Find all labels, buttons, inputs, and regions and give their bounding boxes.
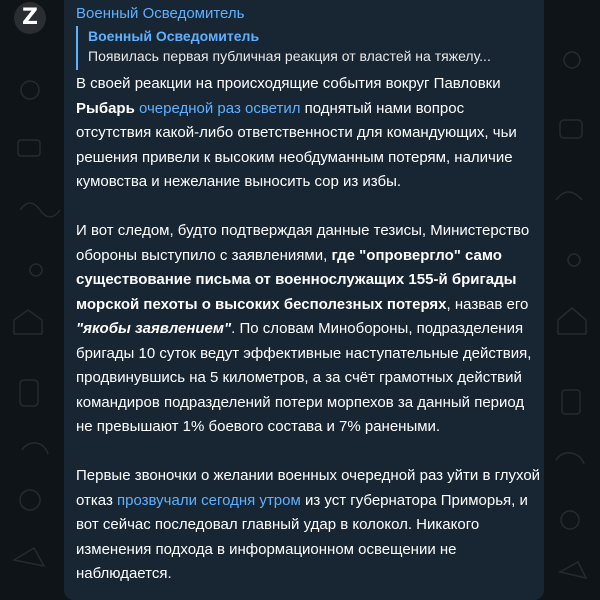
bold-text: где "опровергло" само существование письма от военнослужащих 155-й бригады морской пехоты о высоких бесполезных потерях — [76, 246, 517, 313]
message-bubble — [64, 0, 544, 600]
bold-italic-text: "якобы заявлением" — [76, 320, 232, 337]
sender-name[interactable]: Военный Осведомитель — [76, 5, 245, 22]
text-segment: . По словам Минобороны, подразделения бригады 10 суток ведут эффективные наступательные действия, продвинувшись на 5 километров, а за счёт грамотных действий командиров подразделений потери морпехов за данный период не превышают 1% боевого состава и 7% ранеными. — [76, 320, 532, 435]
avatar-letter: Z — [22, 5, 38, 30]
message-text — [76, 72, 542, 600]
text-segment: из уст губернатора Приморья, и вот сейчас последовал главный удар в колокол. Никакого изменения подхода в информационном освещении не наблюдается. — [76, 491, 528, 582]
reply-text: Появилась первая публичная реакция от властей на тяжелу... — [88, 48, 491, 64]
paragraph-2 — [76, 219, 542, 440]
message-link[interactable]: прозвучали сегодня утром — [117, 491, 301, 509]
text-segment: , назвав его — [446, 295, 529, 313]
text-segment: И вот следом, будто подтверждая данные тезисы, Министерство обороны выступило с заявлениями, — [76, 222, 530, 264]
text-segment: поднятый нами вопрос отсутствия какой-либо ответственности для командующих, чьи решения привели к высоким необдуманным потерям, наличие кумовства и нежелание выносить сор из избы. — [76, 99, 517, 190]
paragraph-3 — [76, 464, 542, 587]
reply-quote[interactable] — [76, 26, 536, 70]
reply-author: Военный Осведомитель — [88, 28, 260, 44]
text-segment: В своей реакции на происходящие события вокруг Павловки — [76, 75, 501, 92]
message-link[interactable]: очередной раз осветил — [138, 99, 301, 117]
text-segment: Первые звоночки о желании военных очередной раз уйти в глухой отказ — [76, 467, 541, 509]
paragraph-1 — [76, 72, 542, 195]
channel-avatar[interactable] — [14, 2, 46, 34]
bold-text: Рыбарь — [76, 99, 135, 117]
